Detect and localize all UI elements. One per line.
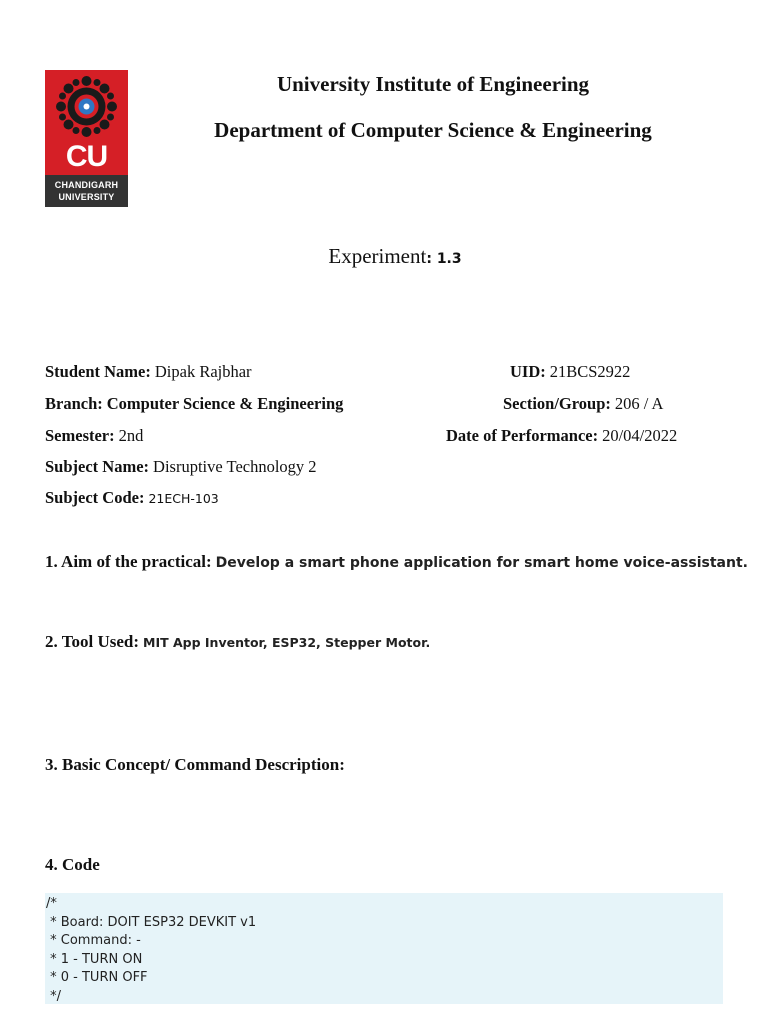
experiment-heading <box>0 244 768 269</box>
code-line: */ <box>46 988 62 1004</box>
branch-row <box>45 394 343 414</box>
code-line: * 1 - TURN ON <box>46 951 143 967</box>
code-line: * 0 - TURN OFF <box>46 970 148 985</box>
tool-label: 2. Tool Used: <box>45 632 139 651</box>
semester-row <box>45 426 143 446</box>
institute-title: University Institute of Engineering <box>276 72 590 96</box>
subject-name-value: Disruptive Technology 2 <box>153 457 317 476</box>
code-lines <box>45 893 723 1006</box>
subject-code-label: Subject Code: <box>45 488 145 507</box>
subject-name-row <box>45 457 317 477</box>
logo-caption-line1: CHANDIGARH <box>54 180 119 190</box>
experiment-number: : 1.3 <box>426 251 462 267</box>
code-line: /* <box>46 896 57 911</box>
uid-value: 21BCS2922 <box>549 362 631 381</box>
department-title: Department of Computer Science & Engineering <box>214 118 652 142</box>
student-name-row <box>45 362 252 382</box>
aim-label: 1. Aim of the practical: <box>45 552 212 571</box>
tool-text: MIT App Inventor, ESP32, Stepper Motor. <box>143 635 431 650</box>
date-of-performance-row <box>446 426 677 446</box>
section-value: 206 / A <box>614 394 664 413</box>
semester-value: 2nd <box>118 426 144 445</box>
aim-section <box>45 552 748 572</box>
subject-code-value: 21ECH-103 <box>148 491 219 506</box>
student-name-label: Student Name: <box>45 362 151 381</box>
code-line: * Board: DOIT ESP32 DEVKIT v1 <box>46 914 257 930</box>
subject-code-row <box>45 488 219 508</box>
concept-heading: 3. Basic Concept/ Command Description: <box>45 755 345 774</box>
semester-label: Semester: <box>45 426 115 445</box>
tool-section <box>45 632 430 652</box>
code-line: * Command: - <box>46 933 141 948</box>
subject-name-label: Subject Name: <box>45 457 150 476</box>
section-row <box>503 394 663 414</box>
logo-mark: CU <box>65 140 108 173</box>
branch-label: Branch: <box>45 394 103 413</box>
section-label: Section/Group: <box>503 394 611 413</box>
dop-value: 20/04/2022 <box>602 426 678 445</box>
logo-caption-line2: UNIVERSITY <box>58 192 115 202</box>
uid-label: UID: <box>510 362 546 381</box>
aim-text: Develop a smart phone application for smart home voice-assistant. <box>215 555 748 571</box>
code-heading: 4. Code <box>45 855 100 874</box>
branch-value: Computer Science & Engineering <box>106 394 344 413</box>
logo-caption <box>45 175 128 207</box>
dop-label: Date of Performance: <box>446 426 599 445</box>
code-block <box>45 893 723 1004</box>
experiment-label: Experiment <box>328 244 427 268</box>
uid-row <box>510 362 630 382</box>
student-name-value: Dipak Rajbhar <box>154 362 252 381</box>
